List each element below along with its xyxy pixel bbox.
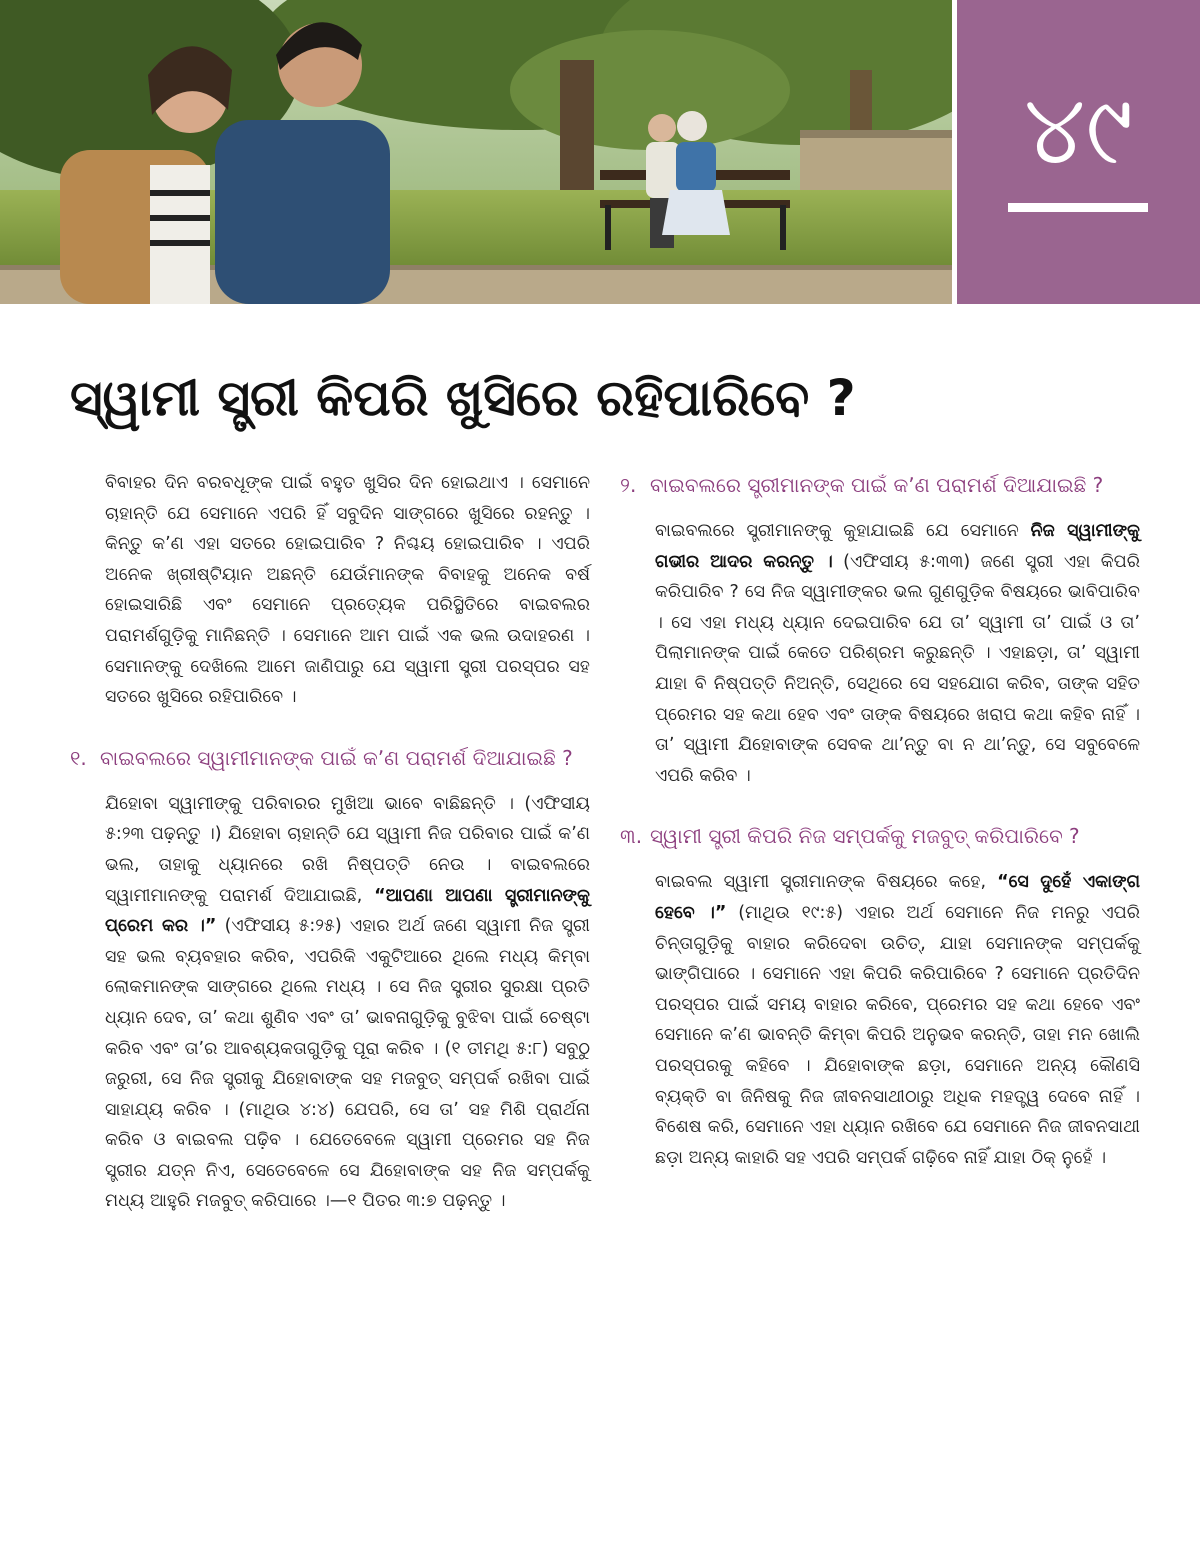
lesson-number: ୪୯: [1023, 74, 1134, 186]
answer-1-text-a: ଯିହୋବା ସ୍ୱାମୀଙ୍କୁ ପରିବାରର ମୁଖିଆ ଭାବେ ବାଛିଛନ୍ତି । (ଏଫିସୀୟ ୫:୨୩ ପଢ଼ନ୍ତୁ ।) ଯିହୋବା ଚାହାନ୍ତି ଯେ ସ୍ୱାମୀ ନିଜ ପରିବାର ପାଇଁ କʼଣ ଭଲ, ତାହାକୁ ଧ୍ୟାନରେ ରଖି ନିଷ୍ପତ୍ତି ନେଉ । ବାଇବଲରେ ସ୍ୱାମୀମାନଙ୍କୁ ପରାମର୍ଶ ଦିଆଯାଇଛି,: [105, 793, 590, 906]
park-couple-illustration: [0, 0, 952, 304]
answer-3-text-a: ବାଇବଲ ସ୍ୱାମୀ ସ୍ତ୍ରୀମାନଙ୍କ ବିଷୟରେ କହେ,: [655, 872, 998, 893]
question-2-heading: [620, 468, 1140, 502]
answer-3-text-b: (ମାଥିଉ ୧୯:୫) ଏହାର ଅର୍ଥ ସେମାନେ ନିଜ ମନରୁ ଏପରି ଚିନ୍ତାଗୁଡ଼ିକୁ ବାହାର କରିଦେବା ଉଚିତ୍, ଯାହା ସେମାନଙ୍କ ସମ୍ପର୍କକୁ ଭାଙ୍ଗିପାରେ । ସେମାନେ ଏହା କିପରି କରିପାରିବେ ? ସେମାନେ ପ୍ରତିଦିନ ପରସ୍ପର ପାଇଁ ସମୟ ବାହାର କରିବେ, ପ୍ରେମର ସହ କଥା ହେବେ ଏବଂ ସେମାନେ କʼଣ ଭାବନ୍ତି କିମ୍ବା କିପରି ଅନୁଭବ କରନ୍ତି, ତାହା ମନ ଖୋଲି ପରସ୍ପରକୁ କହିବେ । ଯିହୋବାଙ୍କ ଛଡ଼ା, ସେମାନେ ଅନ୍ୟ କୌଣସି ବ୍ୟକ୍ତି ବା ଜିନିଷକୁ ନିଜ ଜୀବନସାଥୀଠାରୁ ଅଧିକ ମହତ୍ତ୍ୱ ଦେବେ ନାହିଁ । ବିଶେଷ କରି, ସେମାନେ ଏହା ଧ୍ୟାନ ରଖିବେ ଯେ ସେମାନେ ନିଜ ଜୀବନସାଥୀ ଛଡ଼ା ଅନ୍ୟ କାହାରି ସହ ଏପରି ସମ୍ପର୍କ ଗଢ଼ିବେ ନାହିଁ ଯାହା ଠିକ୍ ନୁହେଁ ।: [655, 902, 1140, 1168]
question-3-heading: [620, 819, 1140, 853]
answer-2-text-b: (ଏଫିସୀୟ ୫:୩୩) ଜଣେ ସ୍ତ୍ରୀ ଏହା କିପରି କରିପାରିବ ? ସେ ନିଜ ସ୍ୱାମୀଙ୍କର ଭଲ ଗୁଣଗୁଡ଼ିକ ବିଷୟରେ ଭାବିପାରିବ । ସେ ଏହା ମଧ୍ୟ ଧ୍ୟାନ ଦେଇପାରିବ ଯେ ତାʼ ସ୍ୱାମୀ ତାʼ ପାଇଁ ଓ ତାʼ ପିଲାମାନଙ୍କ ପାଇଁ କେତେ ପରିଶ୍ରମ କରୁଛନ୍ତି । ଏହାଛଡ଼ା, ତାʼ ସ୍ୱାମୀ ଯାହା ବି ନିଷ୍ପତ୍ତି ନିଅନ୍ତି, ସେଥିରେ ସେ ସହଯୋଗ କରିବ, ତାଙ୍କ ସହିତ ପ୍ରେମର ସହ କଥା ହେବ ଏବଂ ତାଙ୍କ ବିଷୟରେ ଖରାପ କଥା କହିବ ନାହିଁ । ତାʼ ସ୍ୱାମୀ ଯିହୋବାଙ୍କ ସେବକ ଥାʼନ୍ତୁ ବା ନ ଥାʼନ୍ତୁ, ସେ ସବୁବେଳେ ଏପରି କରିବ ।: [655, 551, 1140, 786]
answer-3-paragraph: [620, 867, 1140, 1173]
question-3-text: ସ୍ୱାମୀ ସ୍ତ୍ରୀ କିପରି ନିଜ ସମ୍ପର୍କକୁ ମଜବୁତ୍ କରିପାରିବେ ?: [650, 824, 1080, 849]
question-1-heading: [70, 741, 590, 775]
page-title: ସ୍ୱାମୀ ସ୍ତ୍ରୀ କିପରି ଖୁସିରେ ରହିପାରିବେ ?: [70, 369, 856, 427]
answer-2-paragraph: [620, 516, 1140, 791]
hero-photo: [0, 0, 952, 304]
answer-1-text-b: (ଏଫିସୀୟ ୫:୨୫) ଏହାର ଅର୍ଥ ଜଣେ ସ୍ୱାମୀ ନିଜ ସ୍ତ୍ରୀ ସହ ଭଲ ବ୍ୟବହାର କରିବ, ଏପରିକି ଏକୁଟିଆରେ ଥିଲେ ମଧ୍ୟ କିମ୍ବା ଲୋକମାନଙ୍କ ସାଙ୍ଗରେ ଥିଲେ ମଧ୍ୟ । ସେ ନିଜ ସ୍ତ୍ରୀର ସୁରକ୍ଷା ପ୍ରତି ଧ୍ୟାନ ଦେବ, ତାʼ କଥା ଶୁଣିବ ଏବଂ ତାʼ ଭାବନାଗୁଡ଼ିକୁ ବୁଝିବା ପାଇଁ ଚେଷ୍ଟା କରିବ ଏବଂ ତାʼର ଆବଶ୍ୟକତାଗୁଡ଼ିକୁ ପୂରା କରିବ । (୧ ତୀମଥି ୫:୮) ସବୁଠୁ ଜରୁରୀ, ସେ ନିଜ ସ୍ତ୍ରୀକୁ ଯିହୋବାଙ୍କ ସହ ମଜବୁତ୍ ସମ୍ପର୍କ ରଖିବା ପାଇଁ ସାହାଯ୍ୟ କରିବ । (ମାଥିଉ ୪:୪) ଯେପରି, ସେ ତାʼ ସହ ମିଶି ପ୍ରାର୍ଥନା କରିବ ଓ ବାଇବଲ ପଢ଼ିବ । ଯେତେବେଳେ ସ୍ୱାମୀ ପ୍ରେମର ସହ ନିଜ ସ୍ତ୍ରୀର ଯତ୍ନ ନିଏ, ସେତେବେଳେ ସେ ଯିହୋବାଙ୍କ ସହ ନିଜ ସମ୍ପର୍କକୁ ମଧ୍ୟ ଆହୁରି ମଜବୁତ୍ କରିପାରେ ।—୧ ପିତର ୩:୭ ପଢ଼ନ୍ତୁ ।: [105, 916, 590, 1212]
question-2-text: ବାଇବଲରେ ସ୍ତ୍ରୀମାନଙ୍କ ପାଇଁ କʼଣ ପରାମର୍ଶ ଦିଆଯାଇଛି ?: [650, 473, 1104, 497]
question-1-number: ୧.: [70, 745, 87, 770]
intro-paragraph: ବିବାହର ଦିନ ବରବଧୂଙ୍କ ପାଇଁ ବହୁତ ଖୁସିର ଦିନ ହୋଇଥାଏ । ସେମାନେ ଚାହାନ୍ତି ଯେ ସେମାନେ ଏପରି ହିଁ ସବୁଦିନ ସାଙ୍ଗରେ ଖୁସିରେ ରହନ୍ତୁ । କିନ୍ତୁ କʼଣ ଏହା ସତରେ ହୋଇପାରିବ ? ନିଶ୍ଚୟ ହୋଇପାରିବ । ଏପରି ଅନେକ ଖ୍ରୀଷ୍ଟିୟାନ ଅଛନ୍ତି ଯେଉଁମାନଙ୍କ ବିବାହକୁ ଅନେକ ବର୍ଷ ହୋଇସାରିଛି ଏବଂ ସେମାନେ ପ୍ରତ୍ୟେକ ପରିସ୍ଥିତିରେ ବାଇବଲର ପରାମର୍ଶଗୁଡ଼ିକୁ ମାନିଛନ୍ତି । ସେମାନେ ଆମ ପାଇଁ ଏକ ଭଲ ଉଦାହରଣ । ସେମାନଙ୍କୁ ଦେଖିଲେ ଆମେ ଜାଣିପାରୁ ଯେ ସ୍ୱାମୀ ସ୍ତ୍ରୀ ପରସ୍ପର ସହ ସତରେ ଖୁସିରେ ରହିପାରିବେ ।: [105, 473, 590, 708]
question-1-text: ବାଇବଲରେ ସ୍ୱାମୀମାନଙ୍କ ପାଇଁ କʼଣ ପରାମର୍ଶ ଦିଆଯାଇଛି ?: [100, 745, 573, 770]
answer-2-emphasis: ନିଜ ସ୍ୱାମୀଙ୍କୁ ଗଭୀର ଆଦର କରନ୍ତୁ ।: [655, 521, 1140, 572]
answer-1-paragraph: [70, 789, 590, 1217]
lesson-number-badge: [957, 0, 1200, 304]
badge-underline: [1008, 203, 1148, 212]
left-column: [70, 468, 590, 1217]
answer-2-text-a: ବାଇବଲରେ ସ୍ତ୍ରୀମାନଙ୍କୁ କୁହାଯାଇଛି ଯେ ସେମାନେ: [655, 521, 1031, 541]
question-2-number: ୨.: [620, 473, 637, 497]
answer-1-quote: “ଆପଣା ଆପଣା ସ୍ତ୍ରୀମାନଙ୍କୁ ପ୍ରେମ କର ।”: [105, 885, 590, 937]
answer-3-quote: “ସେ ଦୁହେଁ ଏକାଙ୍ଗ ହେବେ ।”: [655, 872, 1141, 923]
question-3-number: ୩.: [620, 824, 643, 849]
right-column: [620, 468, 1140, 1173]
